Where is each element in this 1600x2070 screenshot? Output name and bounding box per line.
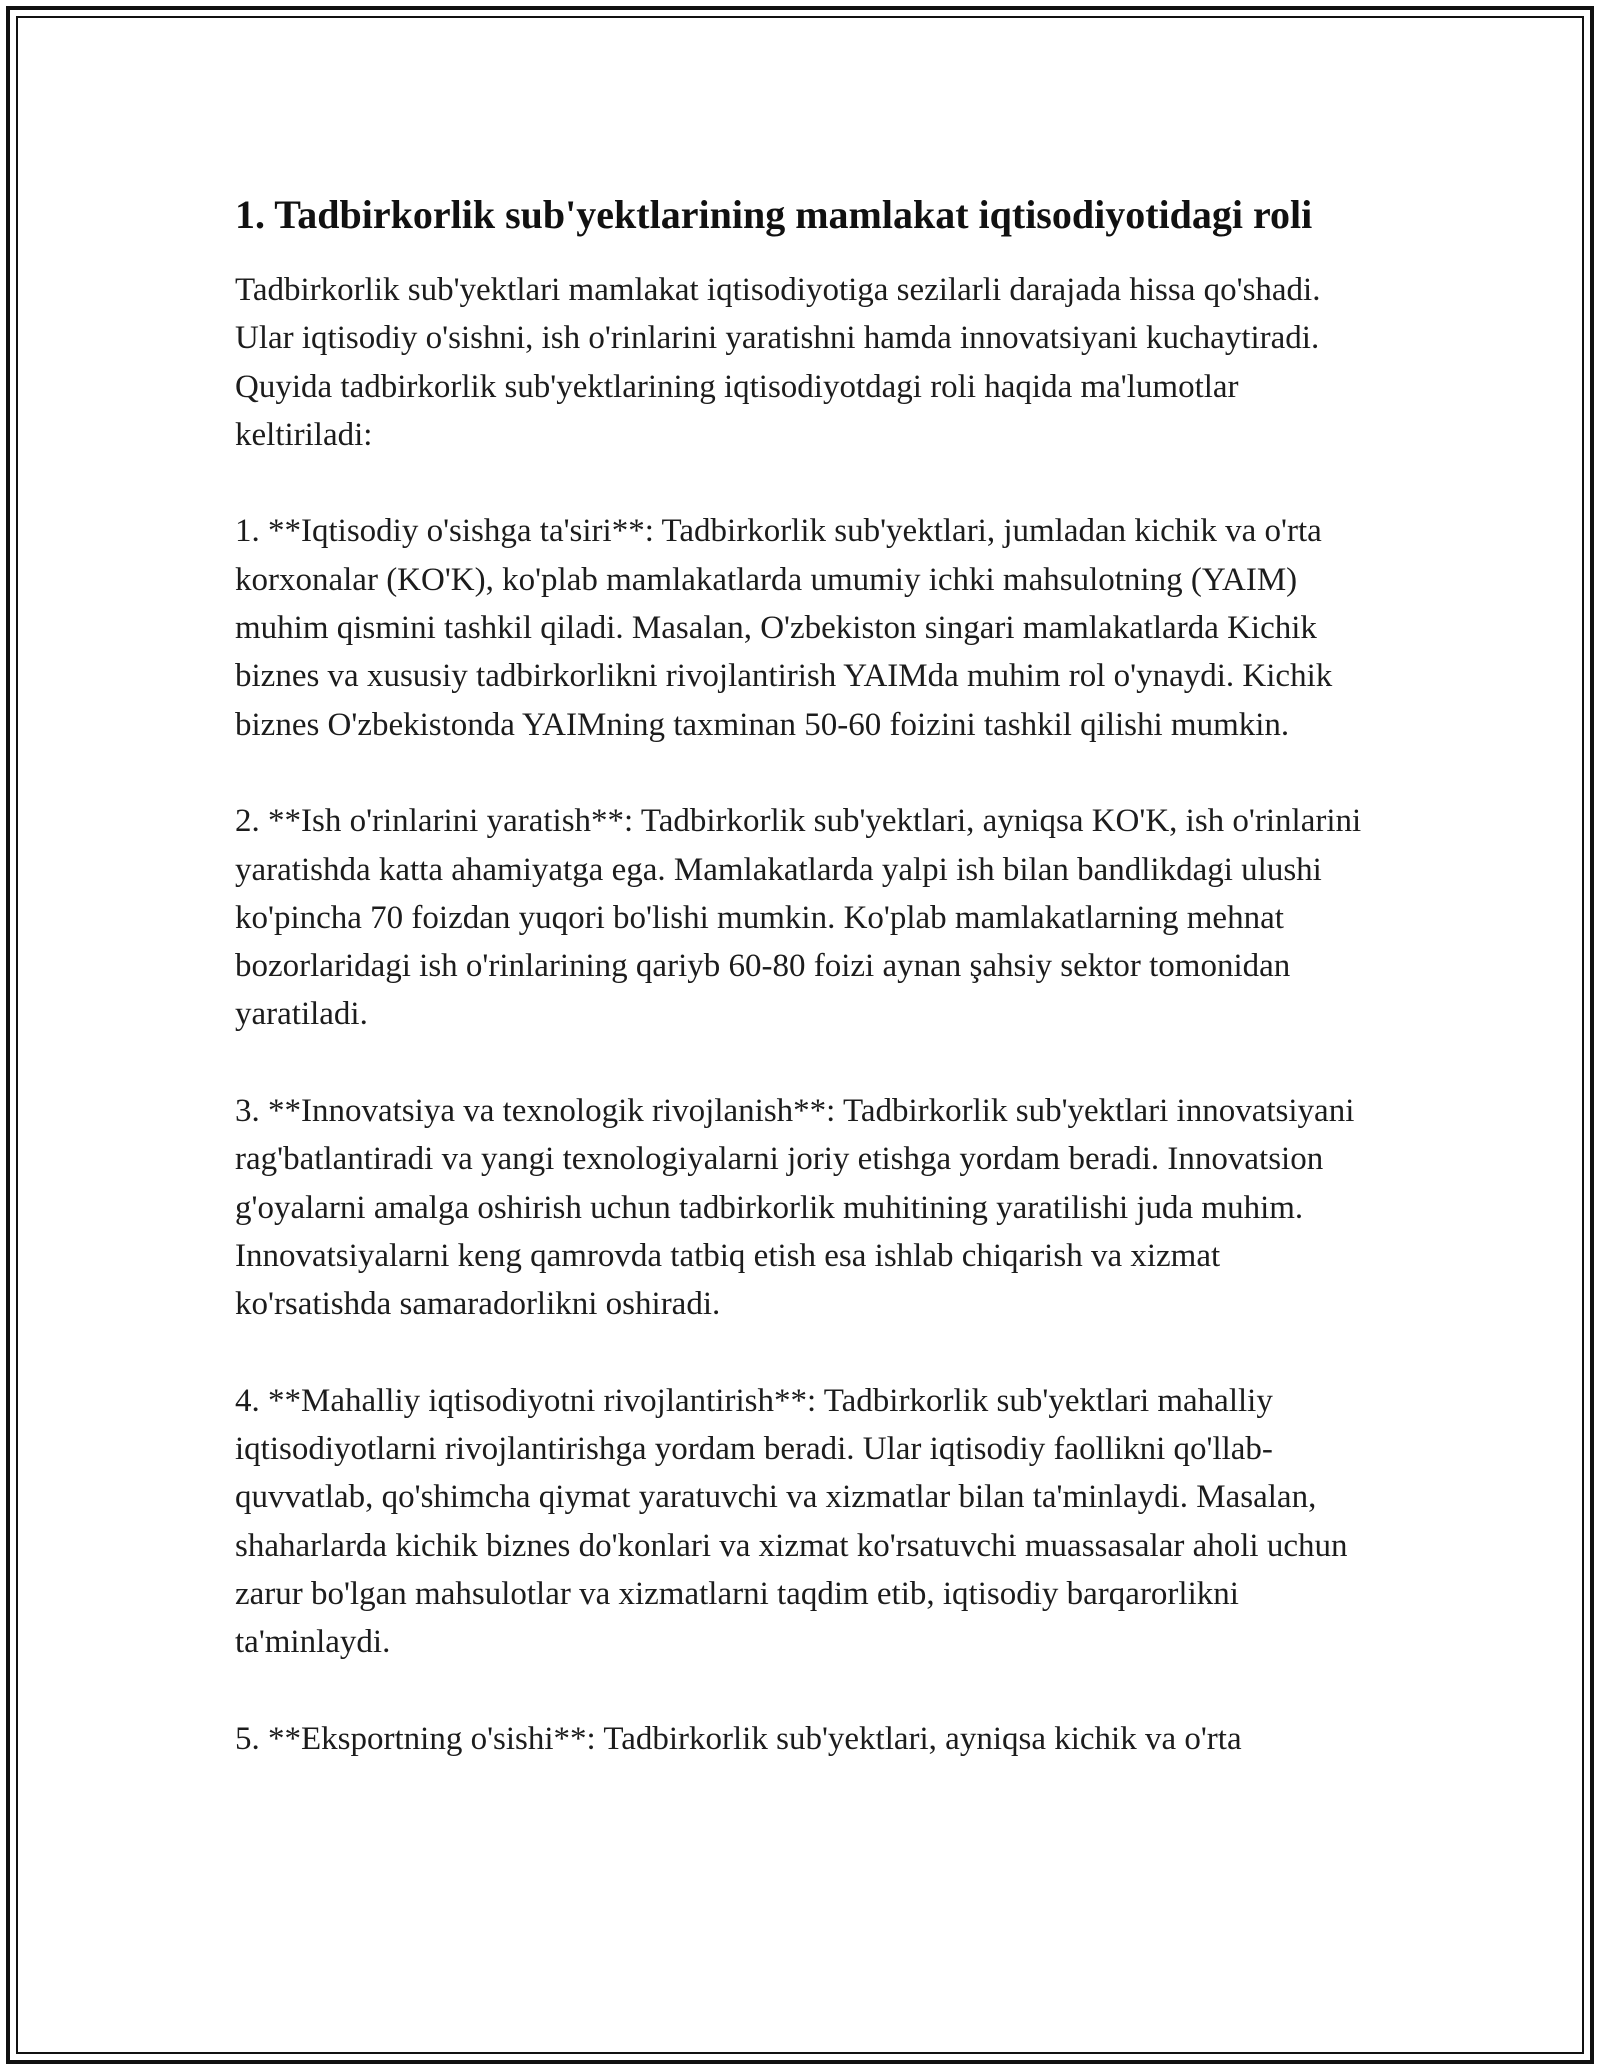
list-item-job-creation: 2. **Ish o'rinlarini yaratish**: Tadbirkorlik sub'yektlari, ayniqsa KO'K, ish o'rinlarini yaratishda katta ahamiyatga ega. Mamlakatlarda yalpi ish bilan bandlikdagi ulushi ko'pincha 70 foizdan yuqori bo'lishi mumkin. Ko'plab mamlakatlarning mehnat bozorlaridagi ish o'rinlarining qariyb 60-80 foizi aynan şahsiy sektor tomonidan yaratiladi. <box>235 803 1362 1033</box>
section-heading: 1. Tadbirkorlik sub'yektlarining mamlakat iqtisodiyotidagi roli <box>235 192 1313 237</box>
list-item-economic-growth: 1. **Iqtisodiy o'sishga ta'siri**: Tadbirkorlik sub'yektlari, jumladan kichik va o'rta korxonalar (KO'K), ko'plab mamlakatlarda umumiy ichki mahsulotning (YAIM) muhim qismini tashkil qiladi. Masalan, O'zbekiston singari mamlakatlarda Kichik biznes va xususiy tadbirkorlikni rivojlantirish YAIMda muhim rol o'ynaydi. Kichik biznes O'zbekistonda YAIMning taxminan 50-60 foizini tashkil qilishi mumkin. <box>235 513 1333 743</box>
list-item-export-growth: 5. **Eksportning o'sishi**: Tadbirkorlik sub'yektlari, ayniqsa kichik va o'rta <box>235 1720 1242 1757</box>
intro-paragraph: Tadbirkorlik sub'yektlari mamlakat iqtisodiyotiga sezilarli darajada hissa qo'shadi. Ular iqtisodiy o'sishni, ish o'rinlarini yaratishni hamda innovatsiyani kuchaytiradi. Quyida tadbirkorlik sub'yektlarining iqtisodiyotdagi roli haqida ma'lumotlar keltiriladi: <box>235 272 1321 453</box>
document-body <box>235 188 1375 1763</box>
list-item-innovation: 3. **Innovatsiya va texnologik rivojlanish**: Tadbirkorlik sub'yektlari innovatsiyani rag'batlantiradi va yangi texnologiyalarni joriy etishga yordam beradi. Innovatsion g'oyalarni amalga oshirish uchun tadbirkorlik muhitining yaratilishi juda muhim. Innovatsiyalarni keng qamrovda tatbiq etish esa ishlab chiqarish va xizmat ko'rsatishda samaradorlikni oshiradi. <box>235 1093 1355 1323</box>
list-item-local-economy: 4. **Mahalliy iqtisodiyotni rivojlantirish**: Tadbirkorlik sub'yektlari mahalliy iqtisodiyotlarni rivojlantirishga yordam beradi. Ular iqtisodiy faollikni qo'llab-quvvatlab, qo'shimcha qiymat yaratuvchi va xizmatlar bilan ta'minlaydi. Masalan, shaharlarda kichik biznes do'konlari va xizmat ko'rsatuvchi muassasalar aholi uchun zarur bo'lgan mahsulotlar va xizmatlarni taqdim etib, iqtisodiy barqarorlikni ta'minlaydi. <box>235 1382 1348 1661</box>
